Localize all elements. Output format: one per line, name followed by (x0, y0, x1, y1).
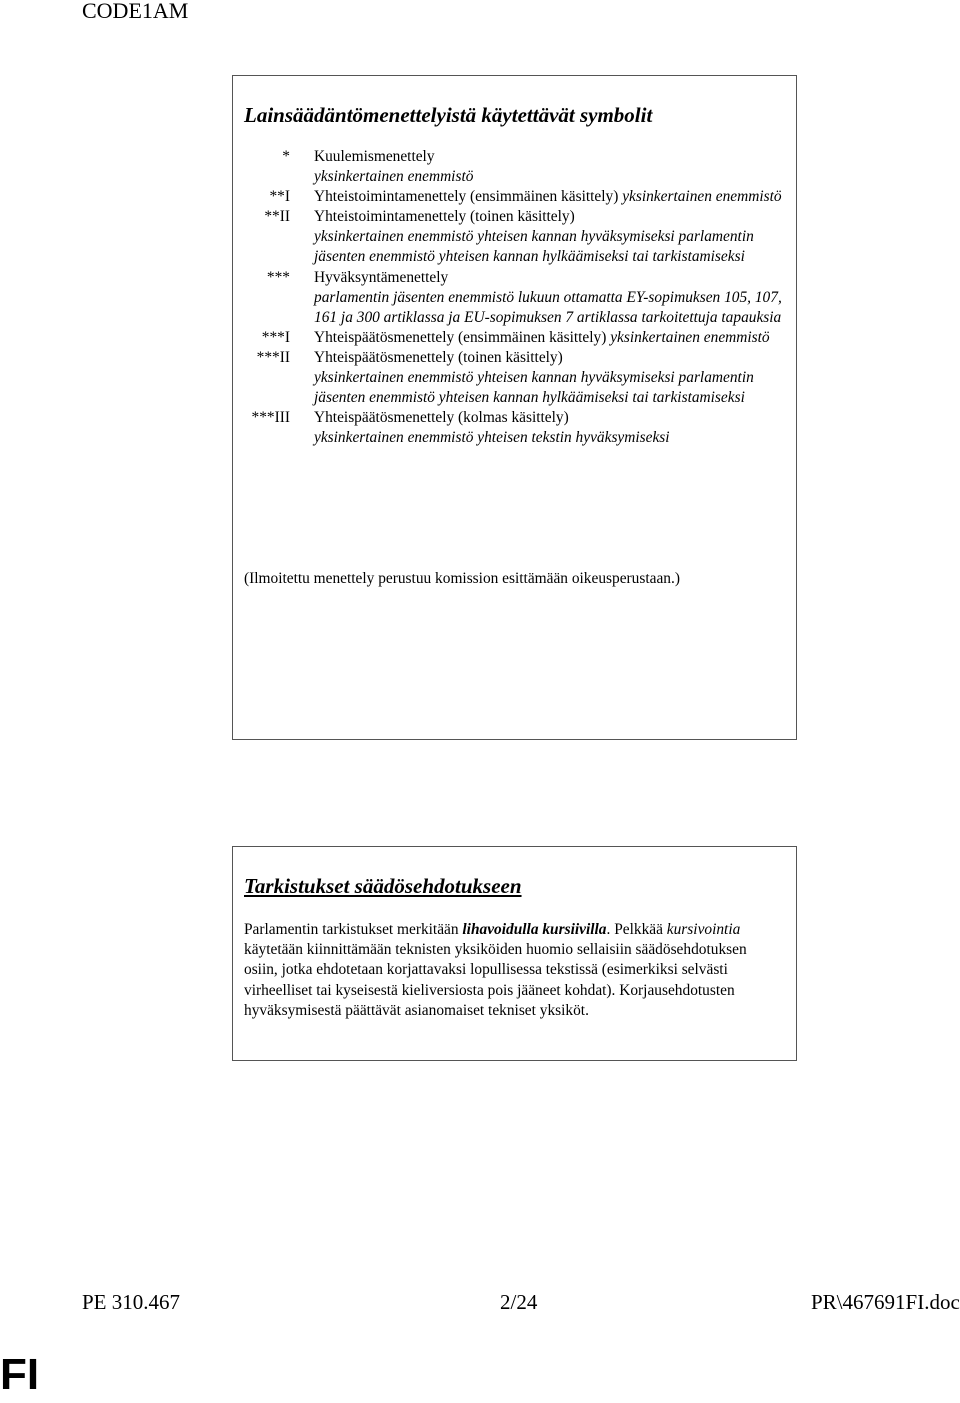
symbol-row (233, 268, 793, 328)
symbol: **II (264, 208, 290, 226)
procedure-name: Yhteispäätösmenettely (toinen käsittely) (314, 348, 563, 366)
symbol: ***I (261, 328, 290, 346)
procedure-name: Hyväksyntämenettely (314, 268, 449, 286)
symbol-description (314, 207, 786, 267)
amendments-paragraph (244, 920, 779, 1021)
symbols-title: Lainsäädäntömenettelyistä käytettävät symbolit (244, 103, 653, 127)
procedure-name: Yhteispäätösmenettely (kolmas käsittely) (314, 409, 569, 427)
document-code: CODE1AM (82, 0, 189, 23)
procedure-name: Yhteistoimintamenettely (toinen käsittely) (314, 208, 575, 226)
footer-reference: PE 310.467 (82, 1290, 181, 1314)
italic-term: kursivointia (666, 921, 741, 938)
paragraph-text: . Pelkkää (606, 921, 667, 938)
symbol-row (233, 187, 793, 207)
majority-detail: yksinkertainen enemmistö (314, 168, 474, 186)
legal-basis-note: (Ilmoitettu menettely perustuu komission esittämään oikeusperustaan.) (244, 570, 680, 587)
symbol: **I (269, 188, 290, 206)
majority-detail: parlamentin jäsenten enemmistö lukuun ottamatta EY-sopimuksen 105, 107, 161 ja 300 artiklassa ja EU-sopimuksen 7 artiklassa tarkoitettuja tapauksia (314, 288, 782, 326)
procedure-name: Yhteistoimintamenettely (ensimmäinen käsittely) (314, 188, 619, 206)
paragraph-text: käytetään kiinnittämään teknisten yksiköiden huomio sellaisiin säädösehdotuksen osiin, jotka ehdotetaan korjattavaksi lopullisessa tekstissä (esimerkiksi selvästi virheelliset tai kyseisestä kieliversiosta pois jääneet kohdat). Korjausehdotusten hyväksymisestä päättävät asianomaiset tekniset yksiköt. (244, 941, 747, 1019)
symbol: *** (266, 268, 290, 286)
symbol-description (314, 187, 786, 207)
symbol-description (314, 408, 786, 448)
symbols-list (233, 147, 793, 448)
symbol-description (314, 348, 786, 408)
amendments-title: Tarkistukset säädösehdotukseen (244, 874, 522, 898)
symbol: ***III (251, 409, 290, 427)
symbols-box (232, 75, 797, 740)
symbol-row (233, 147, 793, 187)
symbol-row (233, 408, 793, 448)
symbol: * (282, 148, 290, 165)
procedure-name: Yhteispäätösmenettely (ensimmäinen käsittely) (314, 328, 607, 346)
amendments-box (232, 846, 797, 1061)
majority-detail: yksinkertainen enemmistö yhteisen kannan hyväksymiseksi parlamentin jäsenten enemmistö yhteisen kannan hylkäämiseksi tai tarkistamiseksi (314, 228, 754, 266)
majority-detail: yksinkertainen enemmistö (622, 188, 782, 206)
majority-detail: yksinkertainen enemmistö (610, 328, 770, 346)
file-name: PR\467691FI.doc (811, 1290, 960, 1314)
page-number: 2/24 (500, 1290, 538, 1314)
symbol-row (233, 207, 793, 267)
symbol-row (233, 348, 793, 408)
majority-detail: yksinkertainen enemmistö yhteisen kannan hyväksymiseksi parlamentin jäsenten enemmistö yhteisen kannan hylkäämiseksi tai tarkistamiseksi (314, 369, 754, 407)
symbol-description (314, 147, 786, 187)
language-code: FI (0, 1350, 40, 1399)
symbol-description (314, 328, 786, 348)
symbol-description (314, 268, 786, 328)
paragraph-text: Parlamentin tarkistukset merkitään (244, 921, 463, 938)
bold-italic-term: lihavoidulla kursiivilla (462, 921, 607, 938)
procedure-name: Kuulemismenettely (314, 148, 435, 165)
symbol-row (233, 328, 793, 348)
majority-detail: yksinkertainen enemmistö yhteisen tekstin hyväksymiseksi (314, 429, 670, 447)
symbol: ***II (256, 348, 290, 366)
